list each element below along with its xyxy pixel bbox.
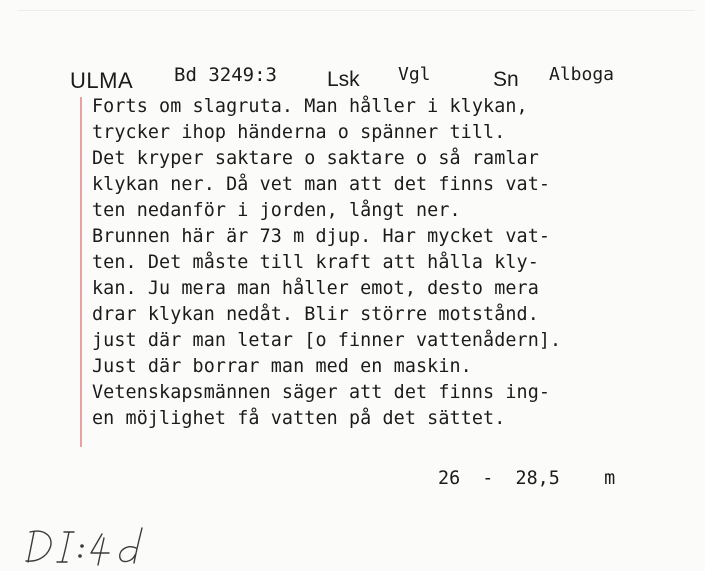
text-line: trycker ihop händerna o spänner till. — [92, 122, 506, 143]
record-reference: Bd 3249:3 — [174, 64, 277, 86]
text-line: Forts om slagruta. Man håller i klykan, — [92, 96, 528, 117]
text-line: just där man letar [o finner vattenådern]. — [92, 330, 562, 351]
socken-label: Sn — [493, 68, 519, 91]
depth-range: 26 - 28,5 m — [438, 468, 616, 489]
record-text — [92, 94, 672, 432]
handwritten-code-signature — [24, 520, 154, 568]
archive-code: ULMA — [70, 68, 134, 93]
socken-value: Alboga — [549, 64, 615, 85]
text-line: en möjlighet få vatten på det sättet. — [92, 408, 506, 429]
text-line: klykan ner. Då vet man att det finns vat- — [92, 174, 551, 195]
landskap-value: Vgl — [398, 64, 431, 85]
text-line: Vetenskapsmännen säger att det finns ing- — [92, 382, 551, 403]
text-line: ten. Det måste till kraft att hålla kly- — [92, 252, 539, 273]
landskap-label: Lsk — [327, 68, 360, 91]
card-edge-line — [18, 10, 695, 11]
text-line: drar klykan nedåt. Blir större motstånd. — [92, 304, 539, 325]
text-line: Just där borrar man med en maskin. — [92, 356, 472, 377]
text-line: Brunnen här är 73 m djup. Har mycket vat- — [92, 226, 551, 247]
card-header — [0, 64, 705, 94]
text-line: kan. Ju mera man håller emot, desto mera — [92, 278, 539, 299]
text-line: Det kryper saktare o saktare o så ramlar — [92, 148, 539, 169]
margin-rule — [80, 97, 82, 447]
text-line: ten nedanför i jorden, långt ner. — [92, 200, 461, 221]
